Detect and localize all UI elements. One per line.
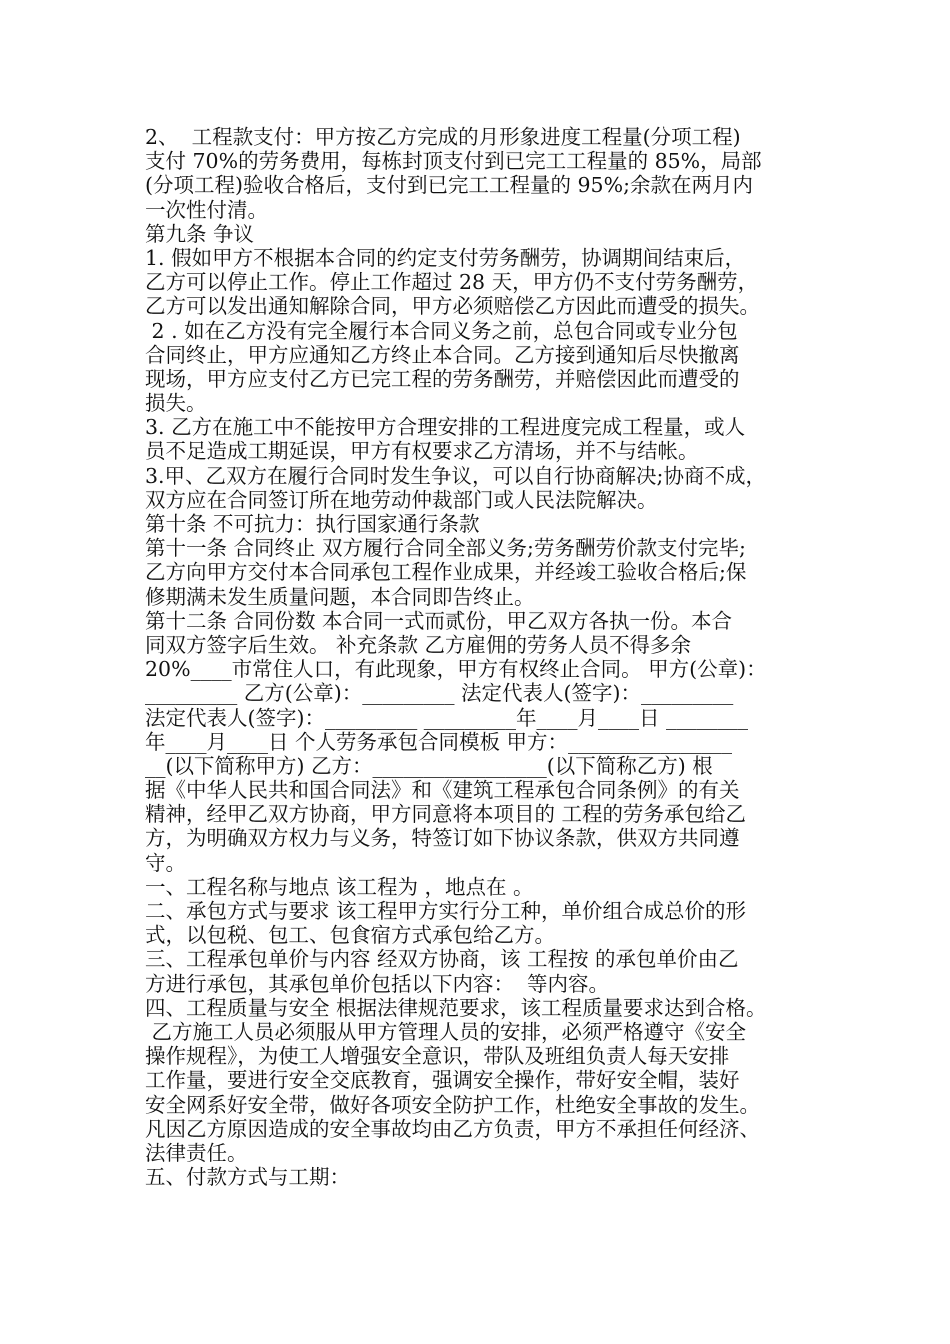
text-line: 方，为明确双方权力与义务，特签订如下协议条款，供双方共同遵 — [145, 826, 740, 851]
text-line: 支付 70%的劳务费用，每栋封顶支付到已完工工程量的 85%，局部 — [145, 149, 762, 174]
text-line: 2、 工程款支付：甲方按乙方完成的月形象进度工程量(分项工程) — [145, 125, 741, 149]
section-heading: 二、承包方式与要求 该工程甲方实行分工种，单价组合成总价的形 — [145, 899, 747, 923]
section-heading: 第十条 不可抗力：执行国家通行条款 — [145, 512, 480, 536]
section-heading: 一、工程名称与地点 该工程为 ，地点在 。 — [145, 874, 534, 899]
text-line: 精神，经甲乙双方协商，甲方同意将本项目的 工程的劳务承包给乙 — [145, 802, 747, 827]
document-body — [145, 125, 817, 1189]
text-line: 凡因乙方原因造成的安全事故均由乙方负责，甲方不承担任何经济、 — [145, 1116, 760, 1141]
text-line: 乙方施工人员必须服从甲方管理人员的安排，必须严格遵守《安全 — [145, 1019, 747, 1044]
text-line: 安全网系好安全带，做好各项安全防护工作，杜绝安全事故的发生。 — [145, 1092, 760, 1117]
signature-line: _________ 乙方(公章)：_________ 法定代表人(签字)：_________ — [145, 681, 734, 706]
text-line: 2 . 如在乙方没有完全履行本合同义务之前，总包合同或专业分包 — [145, 318, 738, 343]
text-line: 操作规程》，为使工人增强安全意识，带队及班组负责人每天安排 — [145, 1044, 730, 1069]
text-line: 乙方可以停止工作。停止工作超过 28 天，甲方仍不支付劳务酬劳， — [145, 270, 759, 295]
text-line: 乙方向甲方交付本合同承包工程作业成果，并经竣工验收合格后;保 — [145, 560, 747, 585]
text-line: 法律责任。 — [145, 1140, 248, 1165]
text-line: 修期满未发生质量问题，本合同即告终止。 — [145, 584, 535, 609]
text-line: 1. 假如甲方不根据本合同的约定支付劳务酬劳，协调期间结束后， — [145, 245, 746, 270]
text-line: 现场，甲方应支付乙方已完工程的劳务酬劳，并赔偿因此而遭受的 — [145, 366, 740, 391]
text-line: __(以下简称甲方) 乙方：_________________(以下简称乙方) 根 — [145, 753, 713, 778]
text-line: 合同终止，甲方应通知乙方终止本合同。乙方接到通知后尽快撤离 — [145, 342, 740, 367]
text-line: 3. 乙方在施工中不能按甲方合理安排的工程进度完成工程量，或人 — [145, 415, 746, 440]
section-heading: 五、付款方式与工期： — [145, 1165, 350, 1190]
section-heading: 四、工程质量与安全 根据法律规范要求，该工程质量要求达到合格。 — [145, 995, 767, 1020]
text-line: 一次性付清。 — [145, 197, 268, 222]
section-heading: 第十一条 合同终止 双方履行合同全部义务;劳务酬劳价款支付完毕; — [145, 536, 746, 561]
text-line: 3.甲、乙双方在履行合同时发生争议，可以自行协商解决;协商不成， — [145, 463, 766, 488]
text-line: 同双方签字后生效。 补充条款 乙方雇佣的劳务人员不得多余 — [145, 632, 692, 657]
text-line: 据《中华人民共和国合同法》和《建筑工程承包合同条例》的有关 — [145, 778, 740, 803]
text-line: 员不足造成工期延误，甲方有权要求乙方清场，并不与结帐。 — [145, 439, 699, 464]
text-line: 双方应在合同签订所在地劳动仲裁部门或人民法院解决。 — [145, 487, 658, 512]
section-heading: 三、工程承包单价与内容 经双方协商，该 工程按 的承包单价由乙 — [145, 947, 739, 972]
section-heading: 第十二条 合同份数 本合同一式而贰份，甲乙双方各执一份。本合 — [145, 608, 733, 633]
text-line: 年____月____日 个人劳务承包合同模板 甲方：________________ — [145, 729, 733, 754]
text-line: 式，以包税、包工、包食宿方式承包给乙方。 — [145, 923, 555, 948]
text-line: 方进行承包，其承包单价包括以下内容： 等内容。 — [145, 971, 610, 996]
signature-line: 法定代表人(签字)：_________ _________年____月____日 ________ — [145, 705, 749, 730]
text-line: 守。 — [145, 850, 186, 875]
section-heading: 第九条 争议 — [145, 221, 255, 246]
text-line: 损失。 — [145, 391, 207, 416]
text-line: (分项工程)验收合格后，支付到已完工工程量的 95%;余款在两月内 — [145, 173, 753, 198]
text-line: 工作量，要进行安全交底教育，强调安全操作，带好安全帽，装好 — [145, 1068, 740, 1093]
text-line: 20%____市常住人口，有此现象，甲方有权终止合同。 甲方(公章)： — [145, 657, 767, 682]
text-line: 乙方可以发出通知解除合同，甲方必须赔偿乙方因此而遭受的损失。 — [145, 294, 760, 319]
